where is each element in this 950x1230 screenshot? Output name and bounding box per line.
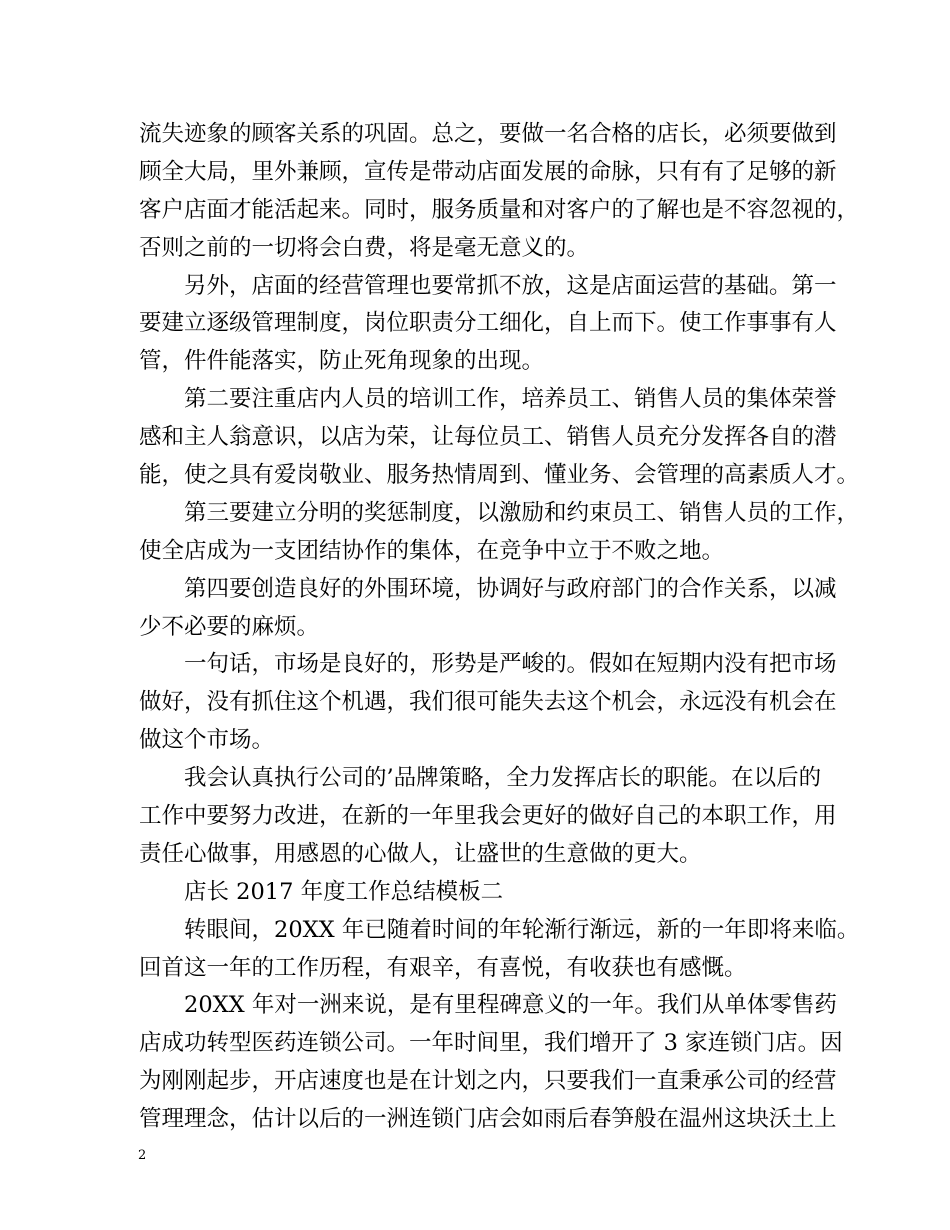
text-line: 我会认真执行公司的’品牌策略，全力发挥店长的职能。在以后的 <box>184 765 822 792</box>
text-line: 能，使之具有爱岗敬业、服务热情周到、懂业务、会管理的高素质人才。 <box>139 462 860 489</box>
text-line: 工作中要努力改进，在新的一年里我会更好的做好自己的本职工作，用 <box>139 803 837 830</box>
text-line: 流失迹象的顾客关系的巩固。总之，要做一名合格的店长，必须要做到 <box>139 121 837 147</box>
page-number: 2 <box>138 1148 147 1163</box>
text-line: 店成功转型医药连锁公司。一年时间里，我们增开了 3 家连锁门店。因 <box>139 1030 843 1057</box>
text-line: 使全店成为一支团结协作的集体，在竞争中立于不败之地。 <box>139 537 725 564</box>
text-line: 否则之前的一切将会白费，将是毫无意义的。 <box>139 234 590 261</box>
text-line: 为刚刚起步，开店速度也是在计划之内，只要我们一直秉承公司的经营 <box>139 1068 837 1095</box>
text-line: 做好，没有抓住这个机遇，我们很可能失去这个机会，永远没有机会在 <box>139 689 837 716</box>
text-line: 管，件件能落实，防止死角现象的出现。 <box>139 348 545 375</box>
text-line: 责任心做事，用感恩的心做人，让盛世的生意做的更大。 <box>139 840 702 867</box>
text-line: 顾全大局，里外兼顾，宣传是带动店面发展的命脉，只有有了足够的新 <box>139 158 837 185</box>
text-line: 回首这一年的工作历程，有艰辛，有喜悦，有收获也有感慨。 <box>139 954 747 981</box>
text-line: 客户店面才能活起来。同时，服务质量和对客户的了解也是不容忽视的， <box>139 196 860 223</box>
text-line: 做这个市场。 <box>139 727 275 754</box>
text-line: 第三要建立分明的奖惩制度，以激励和约束员工、销售人员的工作， <box>184 499 860 526</box>
text-line: 要建立逐级管理制度，岗位职责分工细化，自上而下。使工作事事有人 <box>139 310 837 337</box>
text-line: 一句话，市场是良好的，形势是严峻的。假如在短期内没有把市场 <box>184 651 837 678</box>
text-line: 转眼间，20XX 年已随着时间的年轮渐行渐远，新的一年即将来临。 <box>184 916 860 943</box>
text-line: 第四要创造良好的外围环境，协调好与政府部门的合作关系，以减 <box>184 575 837 602</box>
text-line: 另外，店面的经营管理也要常抓不放，这是店面运营的基础。第一 <box>184 272 837 299</box>
document-body <box>139 116 860 1139</box>
text-line: 店长 2017 年度工作总结模板二 <box>184 878 504 905</box>
text-line: 第二要注重店内人员的培训工作，培养员工、销售人员的集体荣誉 <box>184 386 837 413</box>
text-line: 感和主人翁意识，以店为荣，让每位员工、销售人员充分发挥各自的潜 <box>139 424 837 451</box>
text-line: 管理理念，估计以后的一洲连锁门店会如雨后春笋般在温州这块沃土上 <box>139 1106 837 1133</box>
text-line: 少不必要的麻烦。 <box>139 613 320 640</box>
text-line: 20XX 年对一洲来说，是有里程碑意义的一年。我们从单体零售药 <box>184 992 837 1019</box>
